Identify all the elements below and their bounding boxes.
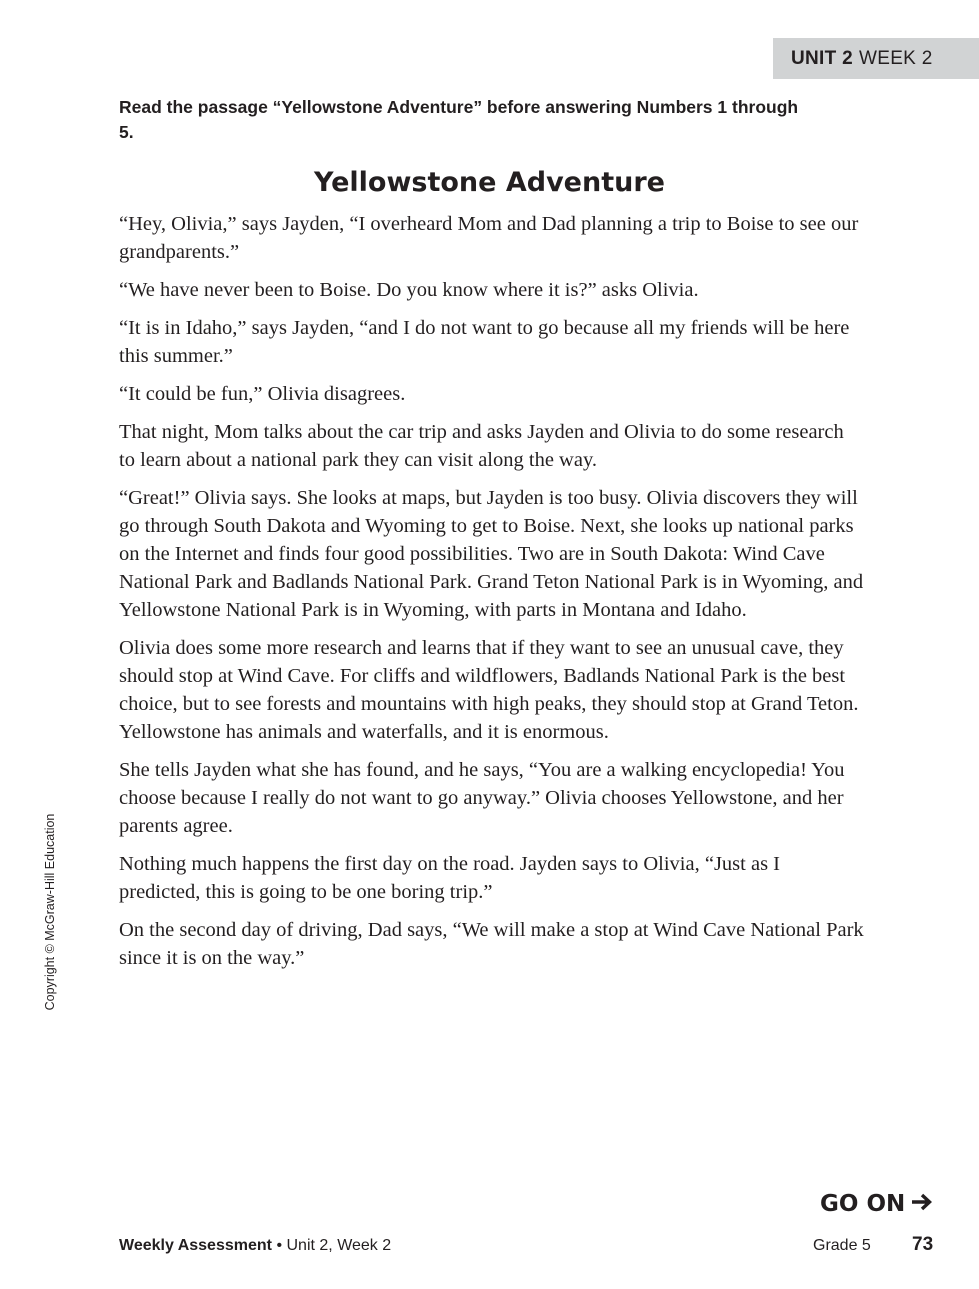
go-on-label: GO ON [820, 1191, 906, 1217]
unit-label: UNIT 2 [791, 48, 853, 69]
go-on-indicator [820, 1189, 933, 1219]
footer-unit-week: Unit 2, Week 2 [286, 1237, 392, 1254]
footer-separator: • [276, 1237, 283, 1254]
passage-paragraph: On the second day of driving, Dad says, “We will make a stop at Wind Cave National Park since it is on the way.” [119, 919, 864, 969]
passage-body [119, 210, 864, 982]
footer-grade: Grade 5 [813, 1237, 871, 1254]
instructions: Read the passage “Yellowstone Adventure” before answering Numbers 1 through 5. [119, 97, 799, 142]
passage-paragraph: Nothing much happens the first day on the road. Jayden says to Olivia, “Just as I predicted, this is going to be one boring trip.” [119, 853, 780, 903]
passage-paragraph: Olivia does some more research and learns that if they want to see an unusual cave, they should stop at Wind Cave. For cliffs and wildflowers, Badlands National Park is the best choice, but to see forests and mountains with high peaks, they should stop at Grand Teton. Yellowstone has animals and waterfalls, and it is enormous. [119, 637, 859, 743]
passage-paragraph: That night, Mom talks about the car trip and asks Jayden and Olivia to do some research to learn about a national park they can visit along the way. [119, 421, 844, 471]
unit-week-tab [773, 38, 979, 79]
copyright-notice: Copyright © McGraw-Hill Education [43, 813, 57, 1011]
footer-assessment-label: Weekly Assessment [119, 1237, 272, 1254]
right-arrow-icon [911, 1189, 933, 1219]
passage-paragraph: “Great!” Olivia says. She looks at maps, but Jayden is too busy. Olivia discovers they will go through South Dakota and Wyoming to get to Boise. Next, she looks up national parks on the Internet and finds four good possibilities. Two are in South Dakota: Wind Cave National Park and Badlands National Park. Grand Teton National Park is in Wyoming, and Yellowstone National Park is in Wyoming, with parts in Montana and Idaho. [119, 487, 864, 621]
page-number: 73 [912, 1234, 934, 1255]
passage-paragraph: “It is in Idaho,” says Jayden, “and I do not want to go because all my friends will be here this summer.” [119, 317, 850, 367]
footer-assessment-info [119, 1236, 391, 1256]
passage-paragraph: She tells Jayden what she has found, and he says, “You are a walking encyclopedia! You choose because I really do not want to go anyway.” Olivia chooses Yellowstone, and her parents agree. [119, 759, 845, 837]
week-label: WEEK 2 [858, 48, 933, 69]
passage-paragraph: “Hey, Olivia,” says Jayden, “I overheard Mom and Dad planning a trip to Boise to see our grandparents.” [119, 213, 859, 263]
passage-paragraph: “We have never been to Boise. Do you know where it is?” asks Olivia. [119, 279, 699, 301]
passage-title: Yellowstone Adventure [314, 167, 665, 198]
passage-paragraph: “It could be fun,” Olivia disagrees. [119, 383, 406, 405]
